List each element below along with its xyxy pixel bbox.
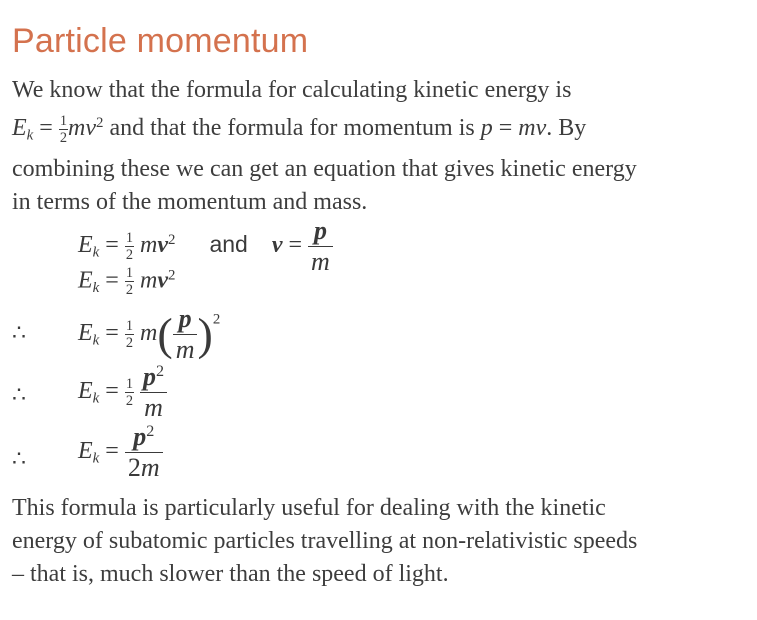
and-word: and [209,231,248,258]
intro-paragraph [12,74,752,219]
equation-3: $E_k$ = $\frac{1}{2}$ m( $\frac{p}{m}$ )$^2$ [78,304,221,364]
therefore-symbol: ∴ [12,382,26,407]
outro-line-1: This formula is particularly useful for dealing with the kinetic [12,495,606,521]
intro-line-3: combining these we can get an equation that gives kinetic energy [12,155,637,182]
therefore-symbol: ∴ [12,320,26,345]
intro-line-1: We know that the formula for calculating kinetic energy is [12,77,572,103]
equation-1: $E_k$ = $\frac{1}{2}$ $mv^2$ and v = $\frac{p}{m}$ [78,218,333,275]
outro-line-2: energy of subatomic particles travelling at non-relativistic speeds [12,528,638,554]
intro-text-end: . By [546,115,587,142]
kinetic-energy-formula-inline: $E_k$ = $\frac{1}{2}$ $mv^2$ [12,112,104,147]
therefore-symbol: ∴ [12,446,26,471]
intro-line-2 [12,107,752,153]
intro-line-4: in terms of the momentum and mass. [12,188,368,215]
outro-paragraph [12,492,752,591]
equation-4: $E_k$ = $\frac{1}{2}$ $\frac{p^2}{m}$ [78,364,167,421]
equation-5: $E_k$ = $\frac{p^2}{2m}$ [78,424,163,481]
momentum-formula-inline: p = mv [480,115,547,142]
intro-text-mid: and that the formula for momentum is [103,115,481,142]
outro-line-3: – that is, much slower than the speed of light. [12,561,449,587]
equation-2: $E_k$ = $\frac{1}{2}$ $mv^2$ [78,265,176,299]
page-title: Particle momentum [12,22,309,60]
